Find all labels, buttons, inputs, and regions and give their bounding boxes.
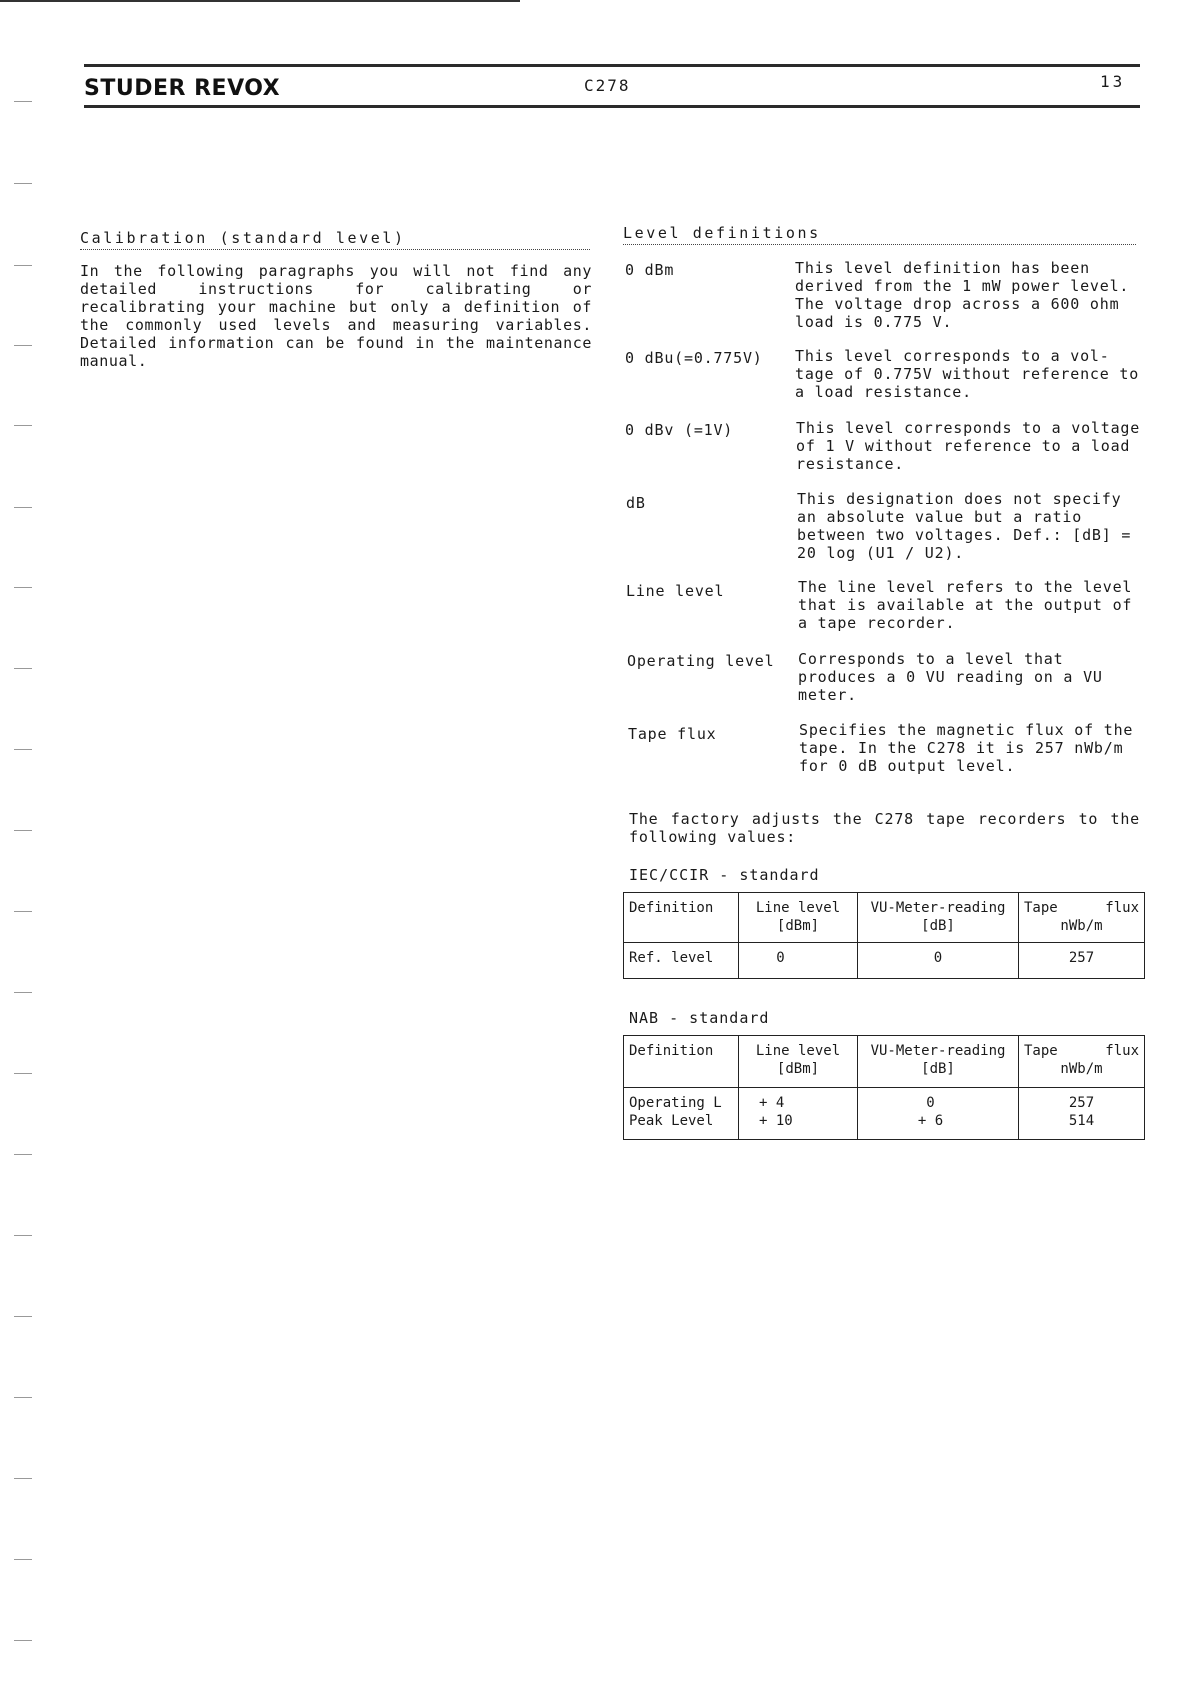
table-cell: Operating L Peak Level xyxy=(624,1088,739,1140)
header-rule-top xyxy=(84,64,1140,67)
nab-standard-table xyxy=(623,1035,1145,1140)
header-rule-bottom xyxy=(84,105,1140,108)
page-number: 13 xyxy=(1100,72,1126,91)
nab-table-title: NAB - standard xyxy=(629,1009,770,1027)
binder-tick xyxy=(14,101,32,102)
definition-term: dB xyxy=(626,494,646,512)
definition-description: This level definition has been derived from the 1 mW power level. The voltage drop across a 600 ohm load is 0.775 V. xyxy=(795,259,1130,331)
definition-description: This designation does not specify an absolute value but a ratio between two voltages. Def.: [dB] = 20 log (U1 / U2). xyxy=(797,490,1132,562)
binder-tick xyxy=(14,749,32,750)
table-cell: Ref. level xyxy=(624,943,739,979)
definition-description: Specifies the magnetic flux of the tape. In the C278 it is 257 nWb/m for 0 dB output level. xyxy=(799,721,1134,775)
binder-tick xyxy=(14,1154,32,1155)
binder-tick xyxy=(14,1073,32,1074)
definition-term: Line level xyxy=(626,582,725,600)
table-header-row xyxy=(624,1036,1145,1088)
definition-term: Operating level xyxy=(627,652,775,670)
iec-standard-table xyxy=(623,892,1145,979)
binder-tick xyxy=(14,830,32,831)
table-cell: 0 xyxy=(739,943,858,979)
table-cell: 0 + 6 xyxy=(858,1088,1019,1140)
binder-tick xyxy=(14,507,32,508)
model-label: C278 xyxy=(584,76,631,95)
definition-description: This level corresponds to a vol-tage of 0.775V without reference to a load resistance. xyxy=(795,347,1140,401)
definition-term: 0 dBu(=0.775V) xyxy=(625,349,763,367)
definition-description: The line level refers to the level that is available at the output of a tape recorder. xyxy=(798,578,1133,632)
header-cell: VU-Meter-reading [dB] xyxy=(858,893,1019,943)
binder-tick xyxy=(14,668,32,669)
header-cell: Line level [dBm] xyxy=(739,1036,858,1088)
table-cell: 257 514 xyxy=(1019,1088,1145,1140)
factory-note: The factory adjusts the C278 tape recorders to the following values: xyxy=(629,810,1140,846)
binder-tick xyxy=(14,265,32,266)
header-cell: Definition xyxy=(624,1036,739,1088)
table-cell: 0 xyxy=(858,943,1019,979)
definition-description: This level corresponds to a voltage of 1 V without reference to a load resistance. xyxy=(796,419,1141,473)
calibration-paragraph: In the following paragraphs you will not find any detailed instructions for calibrating or recalibrating your machine but only a definition of the commonly used levels and measuring variables. Detailed information can be found in the maintenance manual. xyxy=(80,262,592,370)
header-cell: Tape flux nWb/m xyxy=(1019,1036,1145,1088)
binder-tick xyxy=(14,1478,32,1479)
definition-term: Tape flux xyxy=(628,725,717,743)
binder-tick xyxy=(14,183,32,184)
table-row xyxy=(624,943,1145,979)
header-cell: Definition xyxy=(624,893,739,943)
header-cell: VU-Meter-reading [dB] xyxy=(858,1036,1019,1088)
table-header-row xyxy=(624,893,1145,943)
definition-term: 0 dBv (=1V) xyxy=(625,421,734,439)
header-cell: Line level [dBm] xyxy=(739,893,858,943)
iec-table-title: IEC/CCIR - standard xyxy=(629,866,820,884)
definition-description: Corresponds to a level that produces a 0 VU reading on a VU meter. xyxy=(798,650,1103,704)
calibration-heading: Calibration (standard level) xyxy=(80,229,590,250)
table-row xyxy=(624,1088,1145,1140)
header-cell: Tape flux nWb/m xyxy=(1019,893,1145,943)
binder-tick xyxy=(14,1640,32,1641)
binder-tick xyxy=(14,1559,32,1560)
binder-tick xyxy=(14,911,32,912)
definition-term: 0 dBm xyxy=(625,261,675,279)
level-definitions-heading: Level definitions xyxy=(623,224,1136,245)
table-cell: + 4 + 10 xyxy=(739,1088,858,1140)
binder-tick xyxy=(14,1235,32,1236)
table-cell: 257 xyxy=(1019,943,1145,979)
binder-tick xyxy=(14,345,32,346)
binder-tick xyxy=(14,587,32,588)
top-edge-rule xyxy=(0,0,520,2)
binder-tick xyxy=(14,1397,32,1398)
binder-tick xyxy=(14,425,32,426)
binder-tick xyxy=(14,992,32,993)
binder-tick xyxy=(14,1316,32,1317)
brand-logo: STUDER REVOX xyxy=(84,76,281,101)
